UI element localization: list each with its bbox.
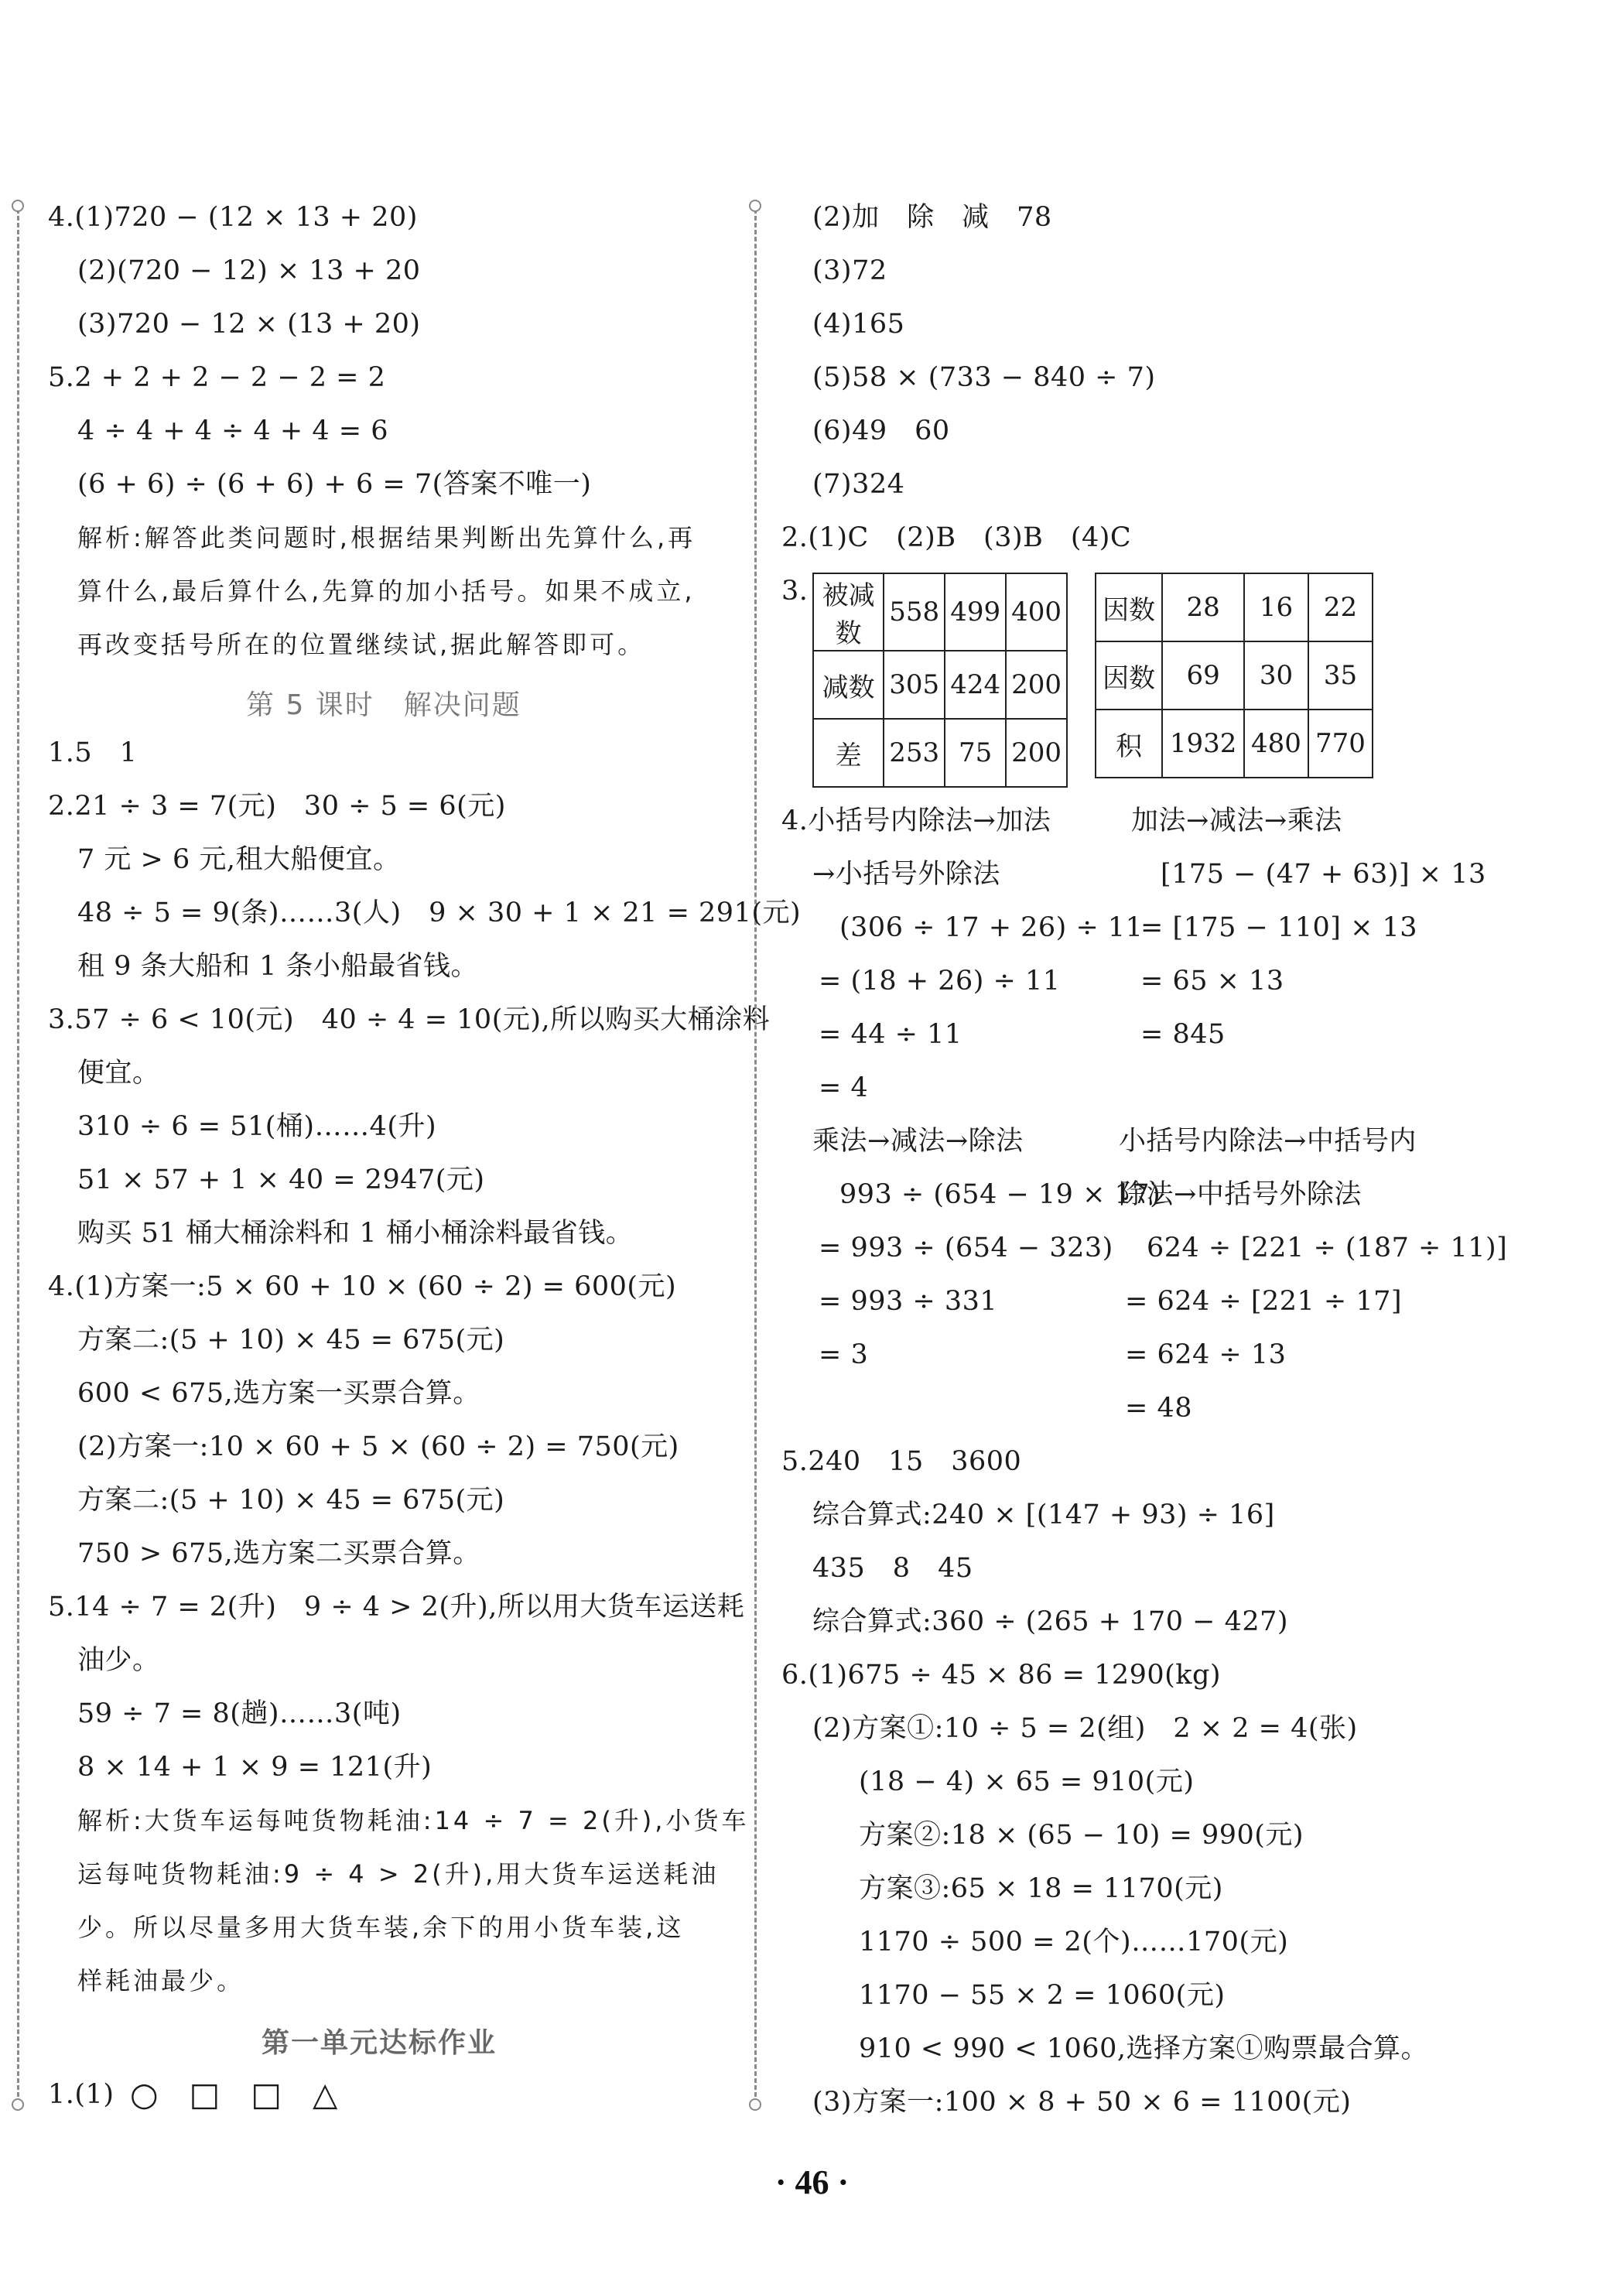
table-cell: 28 <box>1162 573 1244 641</box>
r-q5-1: 5.240 15 3600 <box>781 1446 1022 1477</box>
l5-q5-4: 8 × 14 + 1 × 9 = 121(升) <box>77 1752 432 1783</box>
r-q4-r4: = 845 <box>1140 1019 1226 1050</box>
r-q4-l0: 4.小括号内除法→加法 <box>781 805 1051 836</box>
r-q5-3: 435 8 45 <box>812 1553 973 1584</box>
r-q6-9: (3)方案一:100 × 8 + 50 × 6 = 1100(元) <box>812 2087 1352 2118</box>
square-glyph-1: □ <box>189 2075 221 2113</box>
r-q1-2: (2)加 除 减 78 <box>812 202 1052 233</box>
table-cell: 1932 <box>1162 710 1244 778</box>
r-q2: 2.(1)C (2)B (3)B (4)C <box>781 522 1132 553</box>
table-cell: 499 <box>945 573 1006 651</box>
r-q6-6: 1170 ÷ 500 = 2(个)……170(元) <box>859 1927 1289 1958</box>
r-q6-1: 6.(1)675 ÷ 45 × 86 = 1290(kg) <box>781 1660 1222 1691</box>
q5-1: 5.2 + 2 + 2 − 2 − 2 = 2 <box>48 362 386 393</box>
table-cell: 22 <box>1308 573 1373 641</box>
r-q4-l7: 993 ÷ (654 − 19 × 17) <box>839 1179 1161 1210</box>
multiplication-table <box>1095 573 1373 778</box>
r-q4-r10: = 48 <box>1125 1393 1192 1424</box>
l5-q4-3: 600 < 675,选方案一买票合算。 <box>77 1378 480 1409</box>
r-q4-l3: = (18 + 26) ÷ 11 <box>819 966 1061 997</box>
r-q6-7: 1170 − 55 × 2 = 1060(元) <box>859 1980 1226 2011</box>
r-q4-r5: 小括号内除法→中括号内 <box>1119 1126 1417 1157</box>
l5-q4-2: 方案二:(5 + 10) × 45 = 675(元) <box>77 1325 505 1356</box>
square-glyph-2: □ <box>251 2075 282 2113</box>
r-q6-5: 方案③:65 × 18 = 1170(元) <box>859 1873 1223 1904</box>
r-q4-r7: 624 ÷ [221 ÷ (187 ÷ 11)] <box>1147 1233 1508 1264</box>
analysis-3: 再改变括号所在的位置继续试,据此解答即可。 <box>77 630 646 659</box>
l5-q2-1: 2.21 ÷ 3 = 7(元) 30 ÷ 5 = 6(元) <box>48 791 506 822</box>
r-q4-l9: = 993 ÷ 331 <box>819 1286 998 1317</box>
circle-glyph: ○ <box>130 2075 159 2113</box>
table-cell: 69 <box>1162 641 1244 710</box>
analysis-1: 解析:解答此类问题时,根据结果判断出先算什么,再 <box>77 523 696 552</box>
table-row <box>813 651 1067 719</box>
q5-3: (6 + 6) ÷ (6 + 6) + 6 = 7(答案不唯一) <box>77 469 592 500</box>
table-cell: 积 <box>1096 710 1162 778</box>
analysis2-4: 样耗油最少。 <box>77 1966 245 1995</box>
l5-q2-3: 48 ÷ 5 = 9(条)……3(人) 9 × 30 + 1 × 21 = 291(元) <box>77 898 802 928</box>
r-q4-l5: = 4 <box>819 1072 869 1103</box>
l5-q5-3: 59 ÷ 7 = 8(趟)……3(吨) <box>77 1698 402 1729</box>
l5-q3-1: 3.57 ÷ 6 < 10(元) 40 ÷ 4 = 10(元),所以购买大桶涂料 <box>48 1004 771 1035</box>
left-rail-top-dot <box>12 200 24 212</box>
table-cell: 305 <box>884 651 945 719</box>
left-rail-bottom-dot <box>12 2098 24 2111</box>
l5-q1: 1.5 1 <box>48 737 138 768</box>
table-row <box>1096 573 1373 641</box>
page-number: · 46 · <box>774 2163 850 2201</box>
q4-3: (3)720 − 12 × (13 + 20) <box>77 309 421 340</box>
table-row <box>813 573 1067 651</box>
table-cell: 30 <box>1244 641 1308 710</box>
r-q6-8: 910 < 990 < 1060,选择方案①购票最合算。 <box>859 2033 1428 2064</box>
r-q4-l6: 乘法→减法→除法 <box>812 1126 1024 1157</box>
table-cell: 因数 <box>1096 641 1162 710</box>
r-q5-4: 综合算式:360 ÷ (265 + 170 − 427) <box>812 1606 1289 1637</box>
r-q4-r6: 除法→中括号外除法 <box>1119 1179 1362 1210</box>
table-cell: 16 <box>1244 573 1308 641</box>
r-q4-r2: = [175 − 110] × 13 <box>1140 912 1418 943</box>
r-q6-4: 方案②:18 × (65 − 10) = 990(元) <box>859 1820 1304 1851</box>
l5-q4-1: 4.(1)方案一:5 × 60 + 10 × (60 ÷ 2) = 600(元) <box>48 1271 677 1302</box>
r-q1-5: (5)58 × (733 − 840 ÷ 7) <box>812 362 1156 393</box>
table-cell: 424 <box>945 651 1006 719</box>
r-q4-r9: = 624 ÷ 13 <box>1125 1339 1287 1370</box>
table-cell: 200 <box>1006 719 1067 787</box>
l5-q4-5: 方案二:(5 + 10) × 45 = 675(元) <box>77 1485 505 1516</box>
analysis-2: 算什么,最后算什么,先算的加小括号。如果不成立, <box>77 576 696 606</box>
table-cell: 400 <box>1006 573 1067 651</box>
q4-1: 4.(1)720 − (12 × 13 + 20) <box>48 202 418 233</box>
table-cell: 75 <box>945 719 1006 787</box>
r-q1-7: (7)324 <box>812 469 905 500</box>
table-cell: 480 <box>1244 710 1308 778</box>
q5-2: 4 ÷ 4 + 4 ÷ 4 + 4 = 6 <box>77 415 388 446</box>
r-q4-r8: = 624 ÷ [221 ÷ 17] <box>1125 1286 1403 1317</box>
subtraction-table <box>812 573 1068 788</box>
l5-q5-2: 油少。 <box>77 1645 160 1676</box>
analysis2-2: 运每吨货物耗油:9 ÷ 4 > 2(升),用大货车运送耗油 <box>77 1859 720 1889</box>
l5-q5-1: 5.14 ÷ 7 = 2(升) 9 ÷ 4 > 2(升),所以用大货车运送耗 <box>48 1592 745 1623</box>
r-q3-label: 3. <box>781 576 809 607</box>
l5-q4-6: 750 > 675,选方案二买票合算。 <box>77 1538 480 1569</box>
q4-2: (2)(720 − 12) × 13 + 20 <box>77 255 421 286</box>
center-rail-top-dot <box>749 200 761 212</box>
table-row <box>813 719 1067 787</box>
l5-q3-3: 310 ÷ 6 = 51(桶)……4(升) <box>77 1111 437 1142</box>
r-q6-3: (18 − 4) × 65 = 910(元) <box>859 1766 1195 1797</box>
l5-q4-4: (2)方案一:10 × 60 + 5 × (60 ÷ 2) = 750(元) <box>77 1431 679 1462</box>
l5-q2-4: 租 9 条大船和 1 条小船最省钱。 <box>77 951 479 982</box>
r-q4-l4: = 44 ÷ 11 <box>819 1019 962 1050</box>
r-q6-2: (2)方案①:10 ÷ 5 = 2(组) 2 × 2 = 4(张) <box>812 1713 1358 1744</box>
l5-q3-4: 51 × 57 + 1 × 40 = 2947(元) <box>77 1164 485 1195</box>
r-q4-l8: = 993 ÷ (654 − 323) <box>819 1233 1113 1264</box>
lesson-5-heading: 第 5 课时 解决问题 <box>246 689 521 721</box>
analysis2-1: 解析:大货车运每吨货物耗油:14 ÷ 7 = 2(升),小货车 <box>77 1806 750 1835</box>
table-cell: 35 <box>1308 641 1373 710</box>
table-cell: 200 <box>1006 651 1067 719</box>
table-cell: 差 <box>813 719 884 787</box>
table-cell: 因数 <box>1096 573 1162 641</box>
analysis2-3: 少。所以尽量多用大货车装,余下的用小货车装,这 <box>77 1913 685 1942</box>
l5-q2-2: 7 元 > 6 元,租大船便宜。 <box>77 844 401 875</box>
r-q4-l10: = 3 <box>819 1339 869 1370</box>
table-row <box>1096 710 1373 778</box>
table-cell: 770 <box>1308 710 1373 778</box>
table-cell: 253 <box>884 719 945 787</box>
r-q4-r3: = 65 × 13 <box>1140 966 1284 997</box>
center-rail-bottom-dot <box>749 2098 761 2111</box>
table-cell: 减数 <box>813 651 884 719</box>
shape-answers <box>130 2077 337 2112</box>
r-q1-6: (6)49 60 <box>812 415 950 446</box>
r-q5-2: 综合算式:240 × [(147 + 93) ÷ 16] <box>812 1499 1275 1530</box>
r-q4-l2: (306 ÷ 17 + 26) ÷ 11 <box>839 912 1144 943</box>
table-row <box>1096 641 1373 710</box>
unit-1-heading: 第一单元达标作业 <box>262 2027 497 2059</box>
r-q4-r0: 加法→减法→乘法 <box>1131 805 1342 836</box>
r-q4-l1: →小括号外除法 <box>812 859 1000 890</box>
l5-q3-2: 便宜。 <box>77 1058 160 1089</box>
left-margin-rail <box>17 209 19 2097</box>
table-cell: 558 <box>884 573 945 651</box>
r-q4-r1: [175 − (47 + 63)] × 13 <box>1161 859 1486 890</box>
triangle-glyph: △ <box>313 2075 338 2113</box>
unit-q1: 1.(1) <box>48 2079 115 2110</box>
l5-q3-5: 购买 51 桶大桶涂料和 1 桶小桶涂料最省钱。 <box>77 1218 634 1249</box>
r-q1-3: (3)72 <box>812 255 887 286</box>
r-q1-4: (4)165 <box>812 309 905 340</box>
table-cell: 被减数 <box>813 573 884 651</box>
center-margin-rail <box>754 209 757 2097</box>
